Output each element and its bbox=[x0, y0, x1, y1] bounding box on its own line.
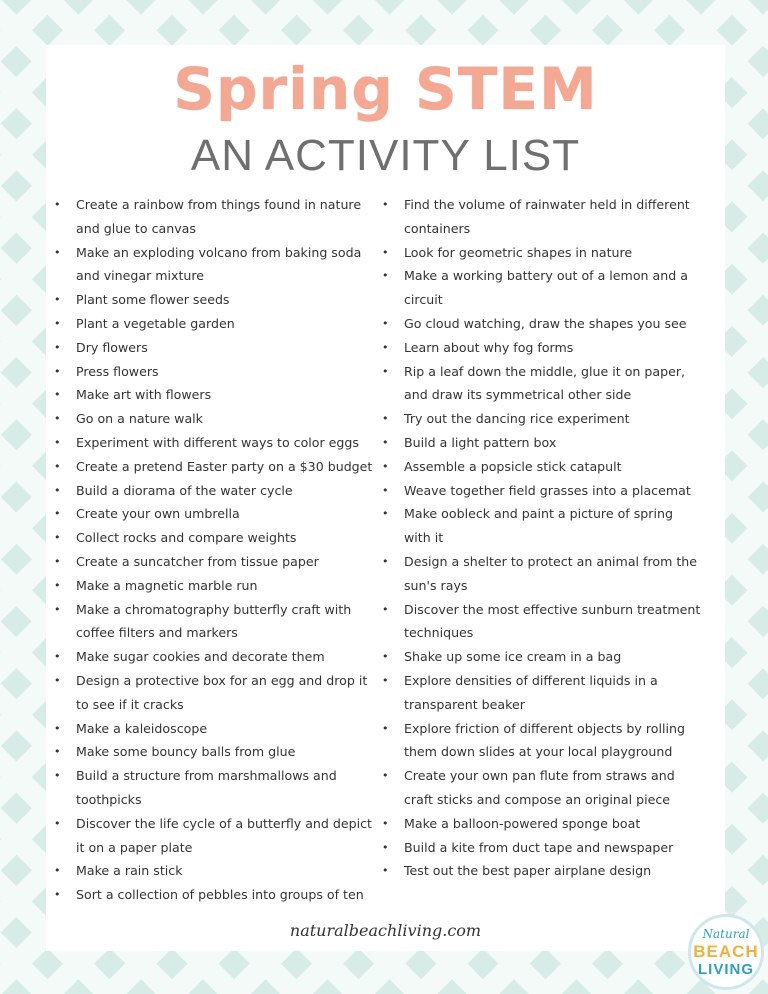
list-item bbox=[76, 812, 388, 860]
list-item-text: to see if it cracks bbox=[76, 696, 184, 712]
list-item bbox=[404, 502, 704, 550]
list-item bbox=[76, 502, 388, 526]
list-item bbox=[76, 883, 388, 907]
list-item bbox=[404, 859, 704, 883]
list-item bbox=[404, 312, 704, 336]
list-item-text: Create a suncatcher from tissue paper bbox=[76, 553, 319, 569]
right-activity-list bbox=[404, 193, 704, 883]
list-item-text: Design a shelter to protect an animal from the bbox=[404, 553, 698, 569]
list-item-text: Discover the life cycle of a butterfly and depict bbox=[76, 815, 372, 831]
list-item bbox=[404, 479, 704, 503]
list-item-text: sun's rays bbox=[404, 577, 468, 593]
list-item bbox=[404, 360, 704, 408]
list-item bbox=[404, 669, 704, 717]
list-item bbox=[404, 550, 704, 598]
list-item-text: Make a kaleidoscope bbox=[76, 720, 208, 736]
list-item bbox=[76, 645, 388, 669]
list-item-text: techniques bbox=[404, 625, 474, 641]
list-item-text: Sort a collection of pebbles into groups of ten bbox=[76, 887, 364, 903]
list-item bbox=[404, 836, 704, 860]
list-item bbox=[76, 598, 388, 646]
list-item bbox=[76, 740, 388, 764]
list-item-text: Assemble a popsicle stick catapult bbox=[404, 458, 622, 474]
list-item bbox=[76, 574, 388, 598]
list-item-text: it on a paper plate bbox=[76, 839, 193, 855]
list-item-text: Plant some flower seeds bbox=[76, 292, 230, 308]
list-item-text: Press flowers bbox=[76, 363, 159, 379]
natural-beach-living-logo bbox=[688, 914, 764, 990]
list-item bbox=[404, 264, 704, 312]
list-item-text: Collect rocks and compare weights bbox=[76, 530, 297, 546]
list-item-text: Build a kite from duct tape and newspaper bbox=[404, 839, 674, 855]
list-item bbox=[404, 241, 704, 265]
page-subtitle: AN ACTIVITY LIST bbox=[190, 131, 581, 180]
page-title: Spring STEM bbox=[173, 55, 598, 123]
list-item-text: Go on a nature walk bbox=[76, 411, 203, 427]
list-item-text: Create a pretend Easter party on a $30 budget bbox=[76, 458, 373, 474]
list-item bbox=[76, 669, 388, 717]
list-item bbox=[76, 859, 388, 883]
list-item-text: coffee filters and markers bbox=[76, 625, 238, 641]
list-item-text: and glue to canvas bbox=[76, 220, 196, 236]
list-item bbox=[76, 455, 388, 479]
list-item-text: containers bbox=[404, 220, 471, 236]
logo-line-beach: BEACH bbox=[693, 942, 759, 961]
list-item-text: Build a light pattern box bbox=[404, 434, 557, 450]
list-item-text: Explore friction of different objects by rolling bbox=[404, 720, 685, 736]
list-item-text: Create a rainbow from things found in nature bbox=[76, 197, 362, 212]
list-item-text: Make art with flowers bbox=[76, 387, 212, 403]
list-item-text: Look for geometric shapes in nature bbox=[404, 244, 633, 260]
list-item-text: Create your own umbrella bbox=[76, 506, 240, 522]
list-item bbox=[76, 526, 388, 550]
list-item-text: them down slides at your local playground bbox=[404, 744, 673, 760]
list-item bbox=[76, 431, 388, 455]
list-item-text: and vinegar mixture bbox=[76, 268, 205, 284]
list-item-text: Make a magnetic marble run bbox=[76, 577, 258, 593]
list-item bbox=[76, 288, 388, 312]
list-item-text: Test out the best paper airplane design bbox=[404, 863, 652, 879]
list-item-text: Make a rain stick bbox=[76, 863, 183, 879]
list-item-text: Build a structure from marshmallows and bbox=[76, 768, 337, 784]
list-item bbox=[76, 336, 388, 360]
list-item bbox=[76, 717, 388, 741]
list-item-text: Explore densities of different liquids in a bbox=[404, 672, 658, 688]
list-item-text: Weave together field grasses into a placemat bbox=[404, 482, 691, 498]
list-item-text: Make an exploding volcano from baking soda bbox=[76, 244, 362, 260]
list-item-text: Make a working battery out of a lemon and a bbox=[404, 268, 688, 284]
list-item-text: Create your own pan flute from straws and bbox=[404, 768, 675, 784]
list-item-text: Make a balloon-powered sponge boat bbox=[404, 815, 641, 831]
list-item bbox=[76, 360, 388, 384]
list-item-text: Shake up some ice cream in a bag bbox=[404, 649, 622, 665]
list-item bbox=[404, 717, 704, 765]
list-item bbox=[404, 645, 704, 669]
list-item-text: Make oobleck and paint a picture of spring bbox=[404, 506, 673, 522]
list-item-text: Make sugar cookies and decorate them bbox=[76, 649, 325, 665]
logo-line-living: LIVING bbox=[697, 961, 754, 978]
list-item-text: transparent beaker bbox=[404, 696, 525, 712]
list-item-text: Find the volume of rainwater held in different bbox=[404, 197, 690, 212]
list-item-text: circuit bbox=[404, 292, 443, 308]
list-item-text: Learn about why fog forms bbox=[404, 339, 574, 355]
list-item-text: Plant a vegetable garden bbox=[76, 315, 235, 331]
list-item-text: Experiment with different ways to color eggs bbox=[76, 434, 359, 450]
list-item-text: Make some bouncy balls from glue bbox=[76, 744, 296, 760]
list-item bbox=[404, 193, 704, 241]
list-item bbox=[76, 550, 388, 574]
list-item bbox=[76, 241, 388, 289]
left-activity-list bbox=[76, 193, 388, 907]
list-item bbox=[76, 764, 388, 812]
list-item bbox=[404, 336, 704, 360]
list-item bbox=[404, 598, 704, 646]
list-item-text: Dry flowers bbox=[76, 339, 148, 355]
list-item-text: craft sticks and compose an original piece bbox=[404, 791, 671, 807]
list-item-text: Design a protective box for an egg and drop it bbox=[76, 672, 368, 688]
list-item bbox=[404, 455, 704, 479]
list-item bbox=[404, 431, 704, 455]
list-item-text: with it bbox=[404, 530, 444, 546]
list-item bbox=[404, 812, 704, 836]
list-item-text: Build a diorama of the water cycle bbox=[76, 482, 293, 498]
list-item-text: Try out the dancing rice experiment bbox=[404, 411, 630, 427]
list-item-text: Go cloud watching, draw the shapes you see bbox=[404, 315, 687, 331]
list-item bbox=[76, 479, 388, 503]
activity-sheet bbox=[46, 45, 725, 951]
list-item-text: toothpicks bbox=[76, 791, 142, 807]
list-item-text: Rip a leaf down the middle, glue it on paper, bbox=[404, 363, 686, 379]
list-item-text: Discover the most effective sunburn treatment bbox=[404, 601, 701, 617]
logo-line-natural: Natural bbox=[702, 927, 750, 941]
list-item bbox=[76, 312, 388, 336]
list-item bbox=[76, 407, 388, 431]
list-item bbox=[76, 383, 388, 407]
list-item bbox=[404, 407, 704, 431]
list-item-text: and draw its symmetrical other side bbox=[404, 387, 632, 403]
list-item bbox=[76, 193, 388, 241]
list-item-text: Make a chromatography butterfly craft with bbox=[76, 601, 352, 617]
list-item bbox=[404, 764, 704, 812]
website-footer: naturalbeachliving.com bbox=[289, 921, 482, 940]
